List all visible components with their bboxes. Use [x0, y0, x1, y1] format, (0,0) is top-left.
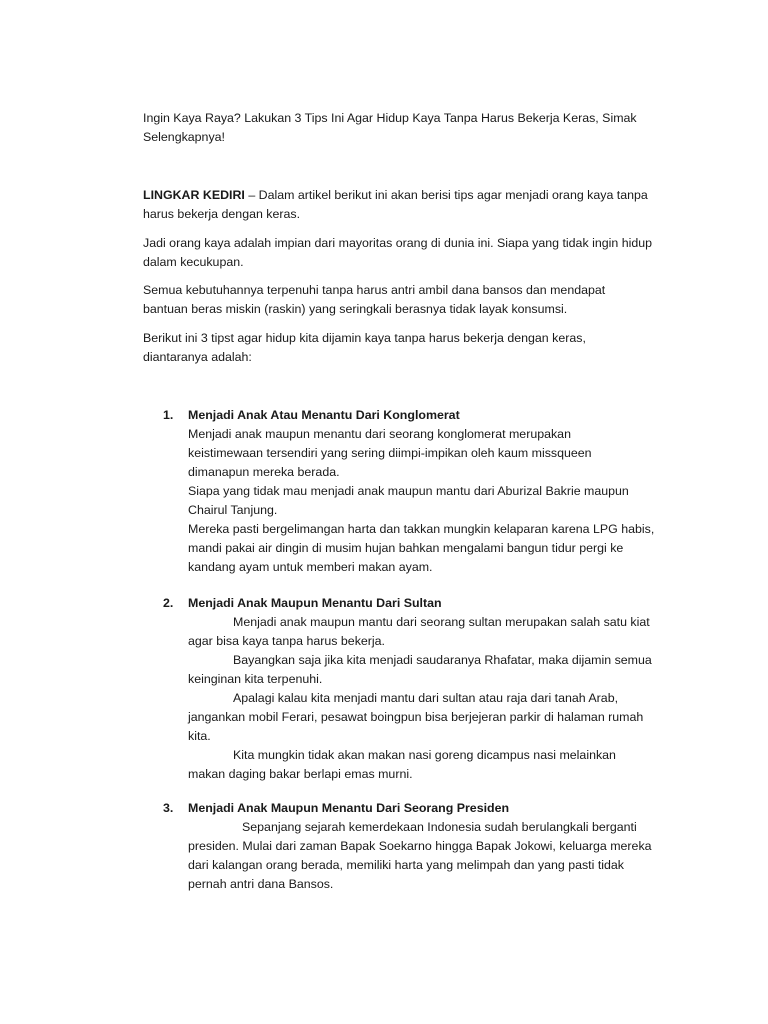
tip-line: Menjadi anak maupun menantu dari seorang konglomerat merupakan — [188, 427, 571, 441]
tip-line: jangankan mobil Ferari, pesawat boingpun bisa berjejeran parkir di halaman rumah — [188, 710, 644, 724]
tip-line: Kita mungkin tidak akan makan nasi goreng dicampus nasi melainkan — [233, 748, 616, 762]
tip-line: makan daging bakar berlapi emas murni. — [188, 767, 413, 781]
title-line: Ingin Kaya Raya? Lakukan 3 Tips Ini Agar Hidup Kaya Tanpa Harus Bekerja Keras, Simak — [143, 111, 637, 125]
list-number: 2. — [163, 596, 174, 610]
tip-line: Menjadi anak maupun mantu dari seorang sultan merupakan salah satu kiat — [233, 615, 650, 629]
tip-heading: Menjadi Anak Maupun Menantu Dari Seorang Presiden — [188, 801, 510, 815]
intro-text: – Dalam artikel berikut ini akan berisi tips agar menjadi orang kaya tanpa — [244, 188, 648, 202]
intro-paragraph — [143, 186, 663, 224]
tip-line: kita. — [188, 729, 211, 743]
paragraph-line: Semua kebutuhannya terpenuhi tanpa harus antri ambil dana bansos dan mendapat — [143, 283, 606, 297]
intro-text: harus bekerja dengan keras. — [143, 207, 301, 221]
paragraph-line: diantaranya adalah: — [143, 350, 252, 364]
tip-line: Mereka pasti bergelimangan harta dan takkan mungkin kelaparan karena LPG habis, — [188, 522, 655, 536]
list-number: 1. — [163, 408, 174, 422]
tip-line: presiden. Mulai dari zaman Bapak Soekarno hingga Bapak Jokowi, keluarga mereka — [188, 839, 652, 853]
tip-heading: Menjadi Anak Atau Menantu Dari Konglomerat — [188, 408, 460, 422]
list-number: 3. — [163, 801, 174, 815]
tip-heading: Menjadi Anak Maupun Menantu Dari Sultan — [188, 596, 442, 610]
paragraph — [143, 329, 663, 367]
tip-line: dimanapun mereka berada. — [188, 465, 340, 479]
tip-line: agar bisa kaya tanpa harus bekerja. — [188, 634, 385, 648]
tip-line: pernah antri dana Bansos. — [188, 877, 334, 891]
source-label: LINGKAR KEDIRI — [143, 188, 245, 202]
title-line: Selengkapnya! — [143, 130, 225, 144]
tip-line: Apalagi kalau kita menjadi mantu dari sultan atau raja dari tanah Arab, — [233, 691, 619, 705]
tip-line: Chairul Tanjung. — [188, 503, 278, 517]
tip-line: Sepanjang sejarah kemerdekaan Indonesia sudah berulangkali berganti — [242, 820, 637, 834]
tip-line: mandi pakai air dingin di musim hujan bahkan mengalami bangun tidur pergi ke — [188, 541, 624, 555]
tip-line: Bayangkan saja jika kita menjadi saudaranya Rhafatar, maka dijamin semua — [233, 653, 652, 667]
list-item — [143, 594, 663, 784]
tip-line: keinginan kita terpenuhi. — [188, 672, 323, 686]
paragraph — [143, 281, 663, 319]
paragraph-line: Jadi orang kaya adalah impian dari mayoritas orang di dunia ini. Siapa yang tidak ingin hidup — [143, 236, 653, 250]
tip-line: dari kalangan orang berada, memiliki harta yang melimpah dan yang pasti tidak — [188, 858, 624, 872]
article-title — [143, 109, 663, 147]
tip-line: kandang ayam untuk memberi makan ayam. — [188, 560, 433, 574]
paragraph-line: bantuan beras miskin (raskin) yang seringkali berasnya tidak layak konsumsi. — [143, 302, 568, 316]
tip-line: keistimewaan tersendiri yang sering diimpi-impikan oleh kaum missqueen — [188, 446, 592, 460]
paragraph-line: Berikut ini 3 tipst agar hidup kita dijamin kaya tanpa harus bekerja dengan keras, — [143, 331, 586, 345]
list-item — [143, 799, 663, 894]
list-item — [143, 406, 663, 577]
paragraph — [143, 234, 663, 272]
tip-line: Siapa yang tidak mau menjadi anak maupun mantu dari Aburizal Bakrie maupun — [188, 484, 629, 498]
paragraph-line: dalam kecukupan. — [143, 255, 244, 269]
